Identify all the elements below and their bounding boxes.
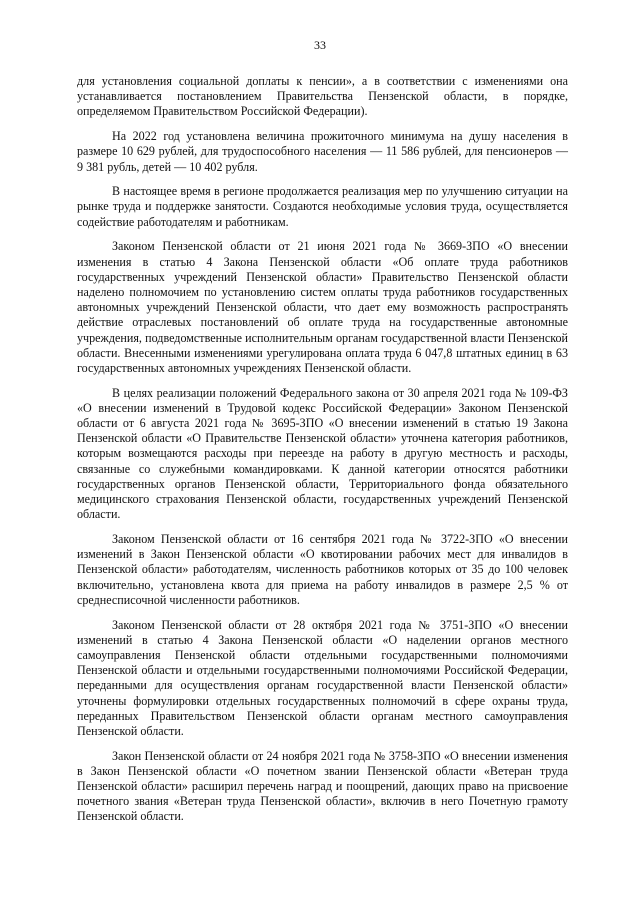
paragraph-subsistence-minimum: На 2022 год установлена величина прожиточного минимума на душу населения в размере 10 629 рублей, для трудоспособного населения — 11 586 рублей, для пенсионеров — 9 381 рубль, детей — 10 402 рубля.	[77, 129, 568, 174]
paragraph-law-3669: Законом Пензенской области от 21 июня 2021 года № 3669-ЗПО «О внесении изменения в статью 4 Закона Пензенской области «Об оплате труда работников государственных учреждений Пензенской области» Правительство Пензенской области наделено полномочием по установлению систем оплаты труда работников государственных автономных учреждений Пензенской области, что дает ему возможность распространять действие отраслевых постановлений об оплате труда на государственные автономные учреждения, подведомственные исполнительным органам государственной власти Пензенской области. Внесенными изменениями урегулирована оплата труда 6 047,8 штатных единиц в 63 государственных автономных учреждениях Пензенской области.	[77, 239, 568, 375]
paragraph-labor-market: В настоящее время в регионе продолжается реализация мер по улучшению ситуации на рынке труда и поддержке занятости. Создаются необходимые условия труда, осуществляется содействие работодателям и работникам.	[77, 184, 568, 229]
paragraph-pension-continuation: для установления социальной доплаты к пенсии», а в соответствии с изменениями она устанавливается постановлением Правительства Пензенской области, в порядке, определяемом Правительством Российской Федерации).	[77, 74, 568, 119]
body-text	[77, 74, 568, 834]
paragraph-law-3751: Законом Пензенской области от 28 октября 2021 года № 3751-ЗПО «О внесении изменений в статью 4 Закона Пензенской области «О наделении органов местного самоуправления Пензенской области отдельными государственными полномочиями Пензенской области и отдельными государственными полномочиями Российской Федерации, переданными для осуществления органам государственной власти Пензенской области» уточнены формулировки отдельных государственных полномочий в сфере охраны труда, переданных Правительством Пензенской области органам местного самоуправления Пензенской области.	[77, 617, 568, 738]
page-number: 33	[314, 38, 326, 52]
paragraph-law-3695: В целях реализации положений Федерального закона от 30 апреля 2021 года № 109-ФЗ «О внесении изменений в Трудовой кодекс Российской Федерации» Законом Пензенской области от 6 августа 2021 года № 3695-ЗПО «О внесении изменений в статью 19 Закона Пензенской области «О Правительстве Пензенской области» уточнена категория работников, которым возмещаются расходы при переезде на работу в другую местность и расходы, связанные со служебными командировками. К данной категории относятся работники государственных органов Пензенской области, Территориального фонда обязательного медицинского страхования Пензенской области, государственных учреждений Пензенской области.	[77, 385, 568, 522]
paragraph-law-3758: Закон Пензенской области от 24 ноября 2021 года № 3758-ЗПО «О внесении изменения в Закон Пензенской области «О почетном звании Пензенской области «Ветеран труда Пензенской области» расширил перечень наград и поощрений, дающих право на присвоение почетного звания «Ветеран труда Пензенской области», включив в него Почетную грамоту Пензенской области.	[77, 748, 568, 824]
paragraph-law-3722: Законом Пензенской области от 16 сентября 2021 года № 3722-ЗПО «О внесении изменений в Закон Пензенской области «О квотировании рабочих мест для инвалидов в Пензенской области» работодателям, численность работников которых от 35 до 100 человек включительно, установлена квота для приема на работу инвалидов в размере 2,5 % от среднесписочной численности работников.	[77, 531, 568, 607]
